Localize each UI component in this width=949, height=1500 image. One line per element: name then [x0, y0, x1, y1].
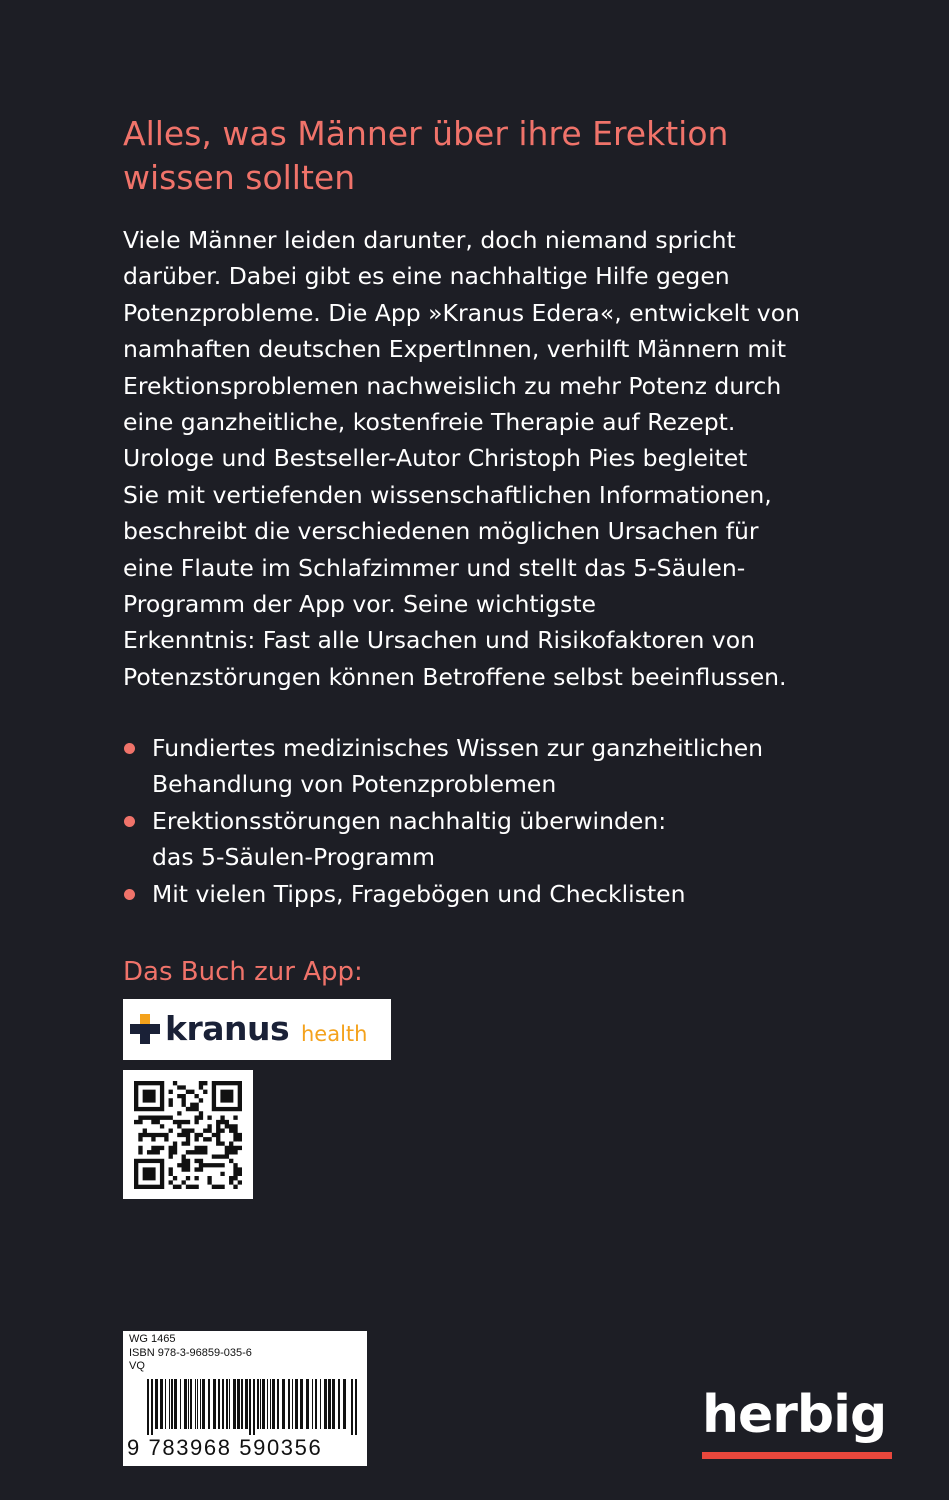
body-line: Potenzprobleme. Die App »Kranus Edera«, entwickelt von — [123, 298, 800, 327]
qr-code-icon — [134, 1081, 242, 1189]
description-text — [123, 222, 843, 695]
feature-line: Fundiertes medizinisches Wissen zur ganzheitlichen — [152, 734, 764, 762]
publisher-logo — [702, 1384, 892, 1464]
logo-wordmark: kranus — [165, 1009, 290, 1048]
kranus-health-logo — [123, 999, 391, 1060]
publisher-underline — [702, 1452, 892, 1459]
body-line: Programm der App vor. Seine wichtigste — [123, 590, 596, 619]
body-line: darüber. Dabei gibt es eine nachhaltige Hilfe gegen — [123, 262, 730, 291]
body-line: Potenzstörungen können Betroffene selbst beeinflussen. — [123, 662, 787, 691]
feature-item — [123, 730, 843, 803]
wg-number: WG 1465 — [129, 1333, 176, 1345]
feature-line: Erektionsstörungen nachhaltig überwinden: — [152, 806, 667, 835]
app-heading: Das Buch zur App: — [123, 957, 363, 987]
bullet-dot-icon — [124, 743, 135, 754]
bullet-dot-icon — [124, 889, 135, 900]
body-line: Sie mit vertiefenden wissenschaftlichen Informationen, — [123, 480, 772, 509]
isbn-barcode-label — [123, 1331, 367, 1466]
barcode-digits: 9 783968 590356 — [127, 1435, 323, 1460]
body-line: Erkenntnis: Fast alle Ursachen und Risikofaktoren von — [123, 626, 755, 655]
feature-line: Mit vielen Tipps, Fragebögen und Checklisten — [152, 879, 686, 908]
feature-line: das 5-Säulen-Programm — [152, 843, 436, 872]
publisher-name: herbig — [702, 1385, 887, 1445]
body-line: eine Flaute im Schlafzimmer und stellt das 5-Säulen- — [123, 553, 746, 582]
body-line: eine ganzheitliche, kostenfreie Therapie auf Rezept. — [123, 408, 736, 437]
body-line: beschreibt die verschiedenen möglichen Ursachen für — [123, 517, 759, 546]
barcode-icon — [147, 1379, 359, 1435]
logo-subword: health — [301, 1022, 368, 1046]
feature-item — [123, 803, 843, 876]
feature-line: Behandlung von Potenzproblemen — [152, 770, 557, 799]
feature-list — [123, 730, 843, 912]
body-line: Erektionsproblemen nachweislich zu mehr Potenz durch — [123, 371, 782, 400]
body-line: namhaften deutschen ExpertInnen, verhilft Männern mit — [123, 335, 787, 364]
headline — [123, 112, 843, 200]
isbn-number: ISBN 978-3-96859-035-6 — [129, 1346, 252, 1359]
feature-item — [123, 876, 843, 912]
qr-code[interactable] — [123, 1070, 253, 1199]
body-line: Urologe und Bestseller-Autor Christoph Pies begleitet — [123, 444, 748, 473]
headline-line-2: wissen sollten — [123, 158, 356, 197]
body-line: Viele Männer leiden darunter, doch niemand spricht — [123, 226, 736, 254]
headline-line-1: Alles, was Männer über ihre Erektion — [123, 114, 729, 153]
barcode-code: VQ — [129, 1360, 145, 1372]
medical-cross-icon — [130, 1014, 160, 1044]
bullet-dot-icon — [124, 816, 135, 827]
